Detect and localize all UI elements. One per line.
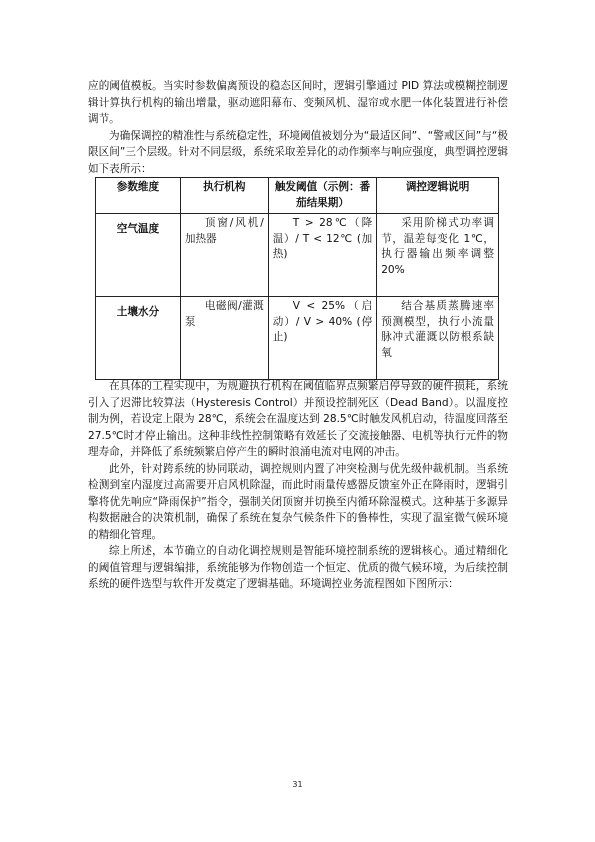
paragraph-threshold-levels: 为确保调控的精准性与系统稳定性，环境阈值被划分为“最适区间”、“警戒区间”与“极限区间”三个层级。针对不同层级，系统采取差异化的动作频率与响应强度，典型调控逻辑如下表所示： [88,129,508,175]
table-header-actuator: 执行机构 [180,178,268,214]
regulation-logic-table [95,177,499,380]
table-cell-dimension: 土壤水分 [96,297,181,380]
table-header-dimension: 参数维度 [96,178,181,214]
table-cell-actuator: 电磁阀/灌溉泵 [180,297,268,380]
table-row [96,214,499,297]
table-cell-threshold: T > 28℃（降温）/ T < 12℃ (加热) [268,214,376,297]
paragraph-threshold-template: 应的阈值模板。当实时参数偏离预设的稳态区间时，逻辑引擎通过 PID 算法或模糊控制逻辑计算执行机构的输出增量，驱动遮阳幕布、变频风机、湿帘或水肥一体化装置进行补偿调节。 [88,80,508,125]
table-header-row [96,178,499,214]
table-header-threshold: 触发阈值（示例：番茄结果期） [268,178,376,214]
table-cell-logic: 结合基质蒸腾速率预测模型，执行小流量脉冲式灌溉以防根系缺氧 [377,297,499,380]
table-cell-actuator: 顶窗/风机/加热器 [180,214,268,297]
table-row [96,297,499,380]
table-cell-logic: 采用阶梯式功率调节，温差每变化 1℃，执行器输出频率调整 20% [377,214,499,297]
table-header-logic: 调控逻辑说明 [377,178,499,214]
paragraph-hysteresis-control: 在具体的工程实现中，为规避执行机构在阈值临界点频繁启停导致的硬件损耗，系统引入了迟滞比较算法（Hysteresis Control）并预设控制死区（Dead Band）。以温度控制为例，若设定上限为 28℃，系统会在温度达到 28.5℃时触发风机启动，待温度回落至 27.5℃时才停止输出。这种非线性控制策略有效延长了交流接触器、电机等执行元件的物理寿命，并降低了系统频繁启停产生的瞬时浪涌电流对电网的冲击。 [88,380,508,458]
table-cell-dimension: 空气温度 [96,214,181,297]
paragraph-summary: 综上所述，本节确立的自动化调控规则是智能环境控制系统的逻辑核心。通过精细化的阈值管理与逻辑编排，系统能够为作物创造一个恒定、优质的微气候环境，为后续控制系统的硬件选型与软件开发奠定了逻辑基础。环境调控业务流程图如下图所示： [88,545,508,590]
paragraph-conflict-arbitration: 此外，针对跨系统的协同联动，调控规则内置了冲突检测与优先级仲裁机制。当系统检测到室内湿度过高需要开启风机除湿，而此时雨量传感器反馈室外正在降雨时，逻辑引擎将优先响应“降雨保护”指令，强制关闭顶窗并切换至内循环除湿模式。这种基于多源异构数据融合的决策机制，确保了系统在复杂气候条件下的鲁棒性，实现了温室微气候环境的精细化管理。 [88,462,508,541]
text-section-top [88,78,508,177]
page-number: 31 [292,780,303,789]
table-cell-threshold: V < 25%（启动）/ V > 40% (停止) [268,297,376,380]
text-section-bottom [88,378,508,593]
